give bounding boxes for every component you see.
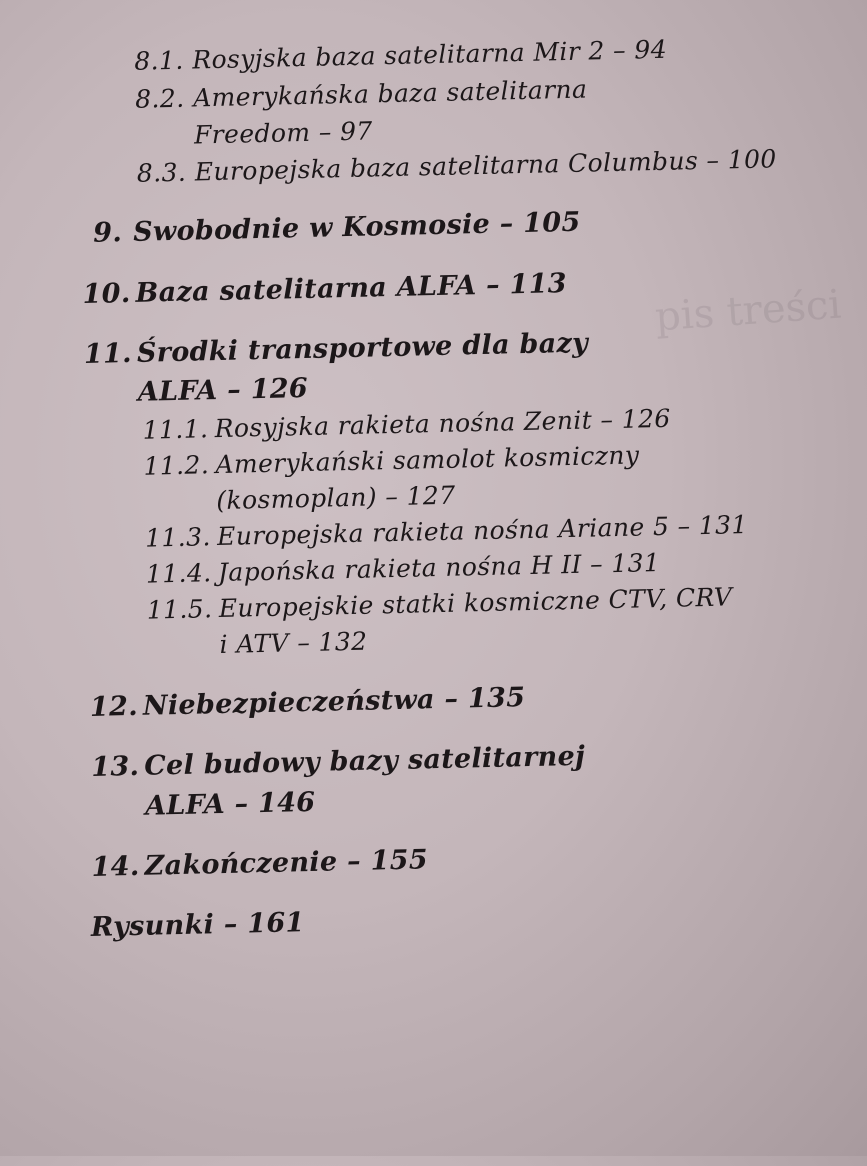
toc-chapter-11-continuation: ALFA – 126 [137,372,309,408]
entry-number: 8.3. [136,157,187,188]
toc-chapter-10 [82,268,568,311]
toc-entry-8-2-continuation: Freedom – 97 [193,116,373,150]
chapter-title: Cel budowy bazy satelitarnej [143,740,586,782]
chapter-number: 10. [82,277,131,311]
entry-title: Rosyjska rakieta nośna Zenit – 126 [214,403,671,444]
toc-entry-8-3 [137,146,777,186]
chapter-number: 14. [91,850,140,883]
entry-title: Europejskie statki kosmiczne CTV, CRV [218,582,733,624]
toc-chapter-9 [92,206,581,249]
toc-entry-11-2-continuation: (kosmoplan) – 127 [215,480,456,516]
toc-chapter-14 [91,846,428,881]
chapter-title: Środki transportowe dla bazy [136,327,589,369]
toc-entry-11-5-continuation: i ATV – 132 [219,626,368,660]
toc-entry-11-3 [145,512,748,551]
toc-chapter-12 [90,684,526,721]
entry-number: 11.1. [142,414,209,445]
toc-entry-11-2 [143,440,640,481]
toc-chapter-11 [83,327,589,371]
entry-title: Amerykańska baza satelitarna [192,74,588,113]
chapter-number: 11. [83,337,133,371]
toc-entry-11-5 [146,582,733,625]
toc-entry-8-1 [133,34,668,76]
chapter-title: Swobodnie w Kosmosie – 105 [132,206,581,248]
entry-title: Rosyjska baza satelitarna Mir 2 – 94 [191,34,668,75]
entry-title: Europejska rakieta nośna Ariane 5 – 131 [216,510,749,552]
chapter-number: 12. [89,690,139,723]
entry-number: 11.5. [146,594,213,625]
chapter-title: Baza satelitarna ALFA – 113 [135,268,568,309]
toc-entry-11-1 [142,403,671,445]
toc-entry-8-2 [134,74,588,114]
toc-chapter-13-continuation: ALFA – 146 [144,786,316,822]
bleed-through-heading: pis treści [653,281,843,341]
entry-number: 11.3. [144,522,212,553]
toc-chapter-13 [90,740,586,783]
entry-number: 8.1. [133,45,184,76]
chapter-number: 13. [90,750,140,783]
chapter-number: 9. [92,217,123,249]
entry-number: 8.2. [134,83,185,114]
chapter-title: Zakończenie – 155 [144,844,429,882]
chapter-title: Niebezpieczeństwa – 135 [142,682,526,722]
toc-figures: Rysunki – 161 [90,907,305,944]
entry-title: Europejska baza satelitarna Columbus – 100 [194,144,777,187]
entry-number: 11.4. [145,558,212,589]
entry-title: Amerykański samolot kosmiczny [215,440,640,480]
toc-entry-11-4 [146,550,661,587]
entry-number: 11.2. [143,450,210,481]
entry-title: Japońska rakieta nośna H II – 131 [217,548,661,588]
